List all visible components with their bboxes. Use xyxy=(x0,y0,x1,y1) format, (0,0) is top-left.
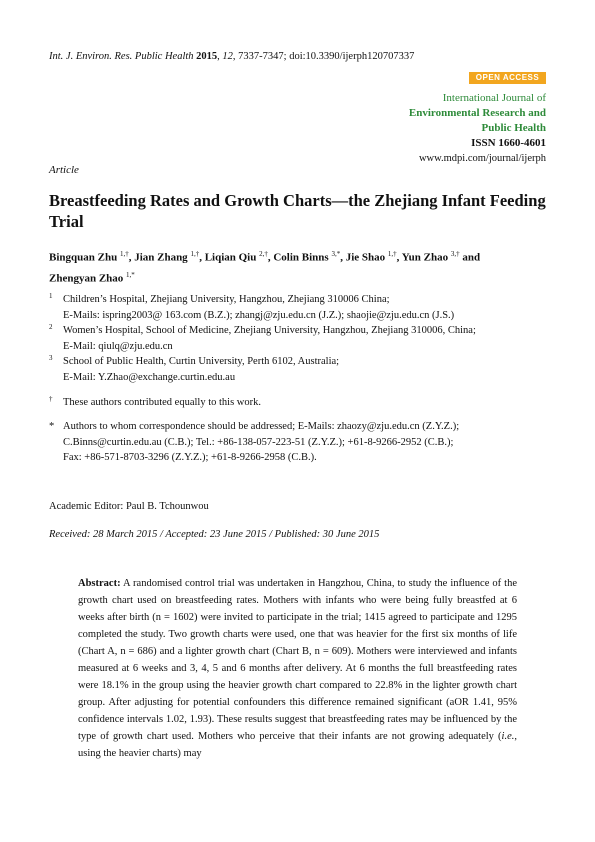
affiliation-email: E-Mail: Y.Zhao@exchange.curtin.edu.au xyxy=(63,371,236,383)
journal-name-line2: Environmental Research and xyxy=(408,107,546,119)
affiliation-line: Women’s Hospital, School of Medicine, Zhejiang University, Hangzhou, Zhejiang 310006, China; xyxy=(63,325,476,337)
author-name: Liqian Qiu xyxy=(204,251,257,264)
correspondence-note xyxy=(49,419,549,466)
dagger-marker: † xyxy=(49,394,53,403)
author-name: Zhengyan Zhao xyxy=(49,272,124,285)
author-name: Jie Shao xyxy=(345,251,386,264)
open-access-badge: OPEN ACCESS xyxy=(469,72,546,84)
author-name: Jian Zhang xyxy=(134,251,188,264)
correspondence-line: C.Binns@curtin.edu.au (C.B.); Tel.: +86-138-057-223-51 (Z.Y.Z.); +61-8-9266-2952 (C.B.); xyxy=(63,436,454,448)
abstract xyxy=(78,575,517,762)
author-sup: 1,† xyxy=(119,250,129,258)
affiliation-marker: 3 xyxy=(49,354,53,363)
correspondence-line: Fax: +86-571-8703-3296 (Z.Y.Z.); +61-8-9266-2958 (C.B.). xyxy=(63,452,317,464)
journal-name-line3: Public Health xyxy=(481,122,546,134)
citation-year: 2015 xyxy=(196,51,218,62)
citation-volume: 12 xyxy=(222,51,233,62)
author-name: Colin Binns xyxy=(273,251,329,264)
abstract-text: A randomised control trial was undertaken in Hangzhou, China, to study the influence of the growth chart used on breastfeeding rates. Mothers with infants who were being fully breastfed at 6 weeks after birth (n = 1602) were invited to participate in the trial; 1415 agreed to participate and 1295 completed the study. Two growth charts were used, one that was heavier for the first six months of life (Chart A, n = 686) and a lighter growth chart (Chart B, n = 609). Mothers were interviewed and infants measured at 6 weeks and 3, 4, 5 and 6 months after delivery. At 6 months the full breastfeeding rates were 18.1% in the group using the heavier growth chart compared to 22.8% in the lighter growth chart group. After adjusting for potential confounders this difference remained significant (aOR 1.41, 95% confidence intervals 1.02, 1.93). These results suggest that breastfeeding rates may be influenced by the type of growth chart used. Mothers who perceive that their infants are not growing adequately ( xyxy=(78,578,517,742)
citation-pages-doi: , 7337-7347; doi:10.3390/ijerph120707337 xyxy=(232,51,415,62)
journal-issn: ISSN 1660-4601 xyxy=(471,137,546,149)
paper-title: Breastfeeding Rates and Growth Charts—the Zhejiang Infant Feeding Trial xyxy=(49,191,546,231)
affiliation-email: E-Mails: ispring2003@ 163.com (B.Z.); zhangj@zju.edu.cn (J.Z.); shaojie@zju.edu.cn (J.S.) xyxy=(63,309,455,321)
affiliation-item xyxy=(49,292,549,323)
affiliation-line: Children’s Hospital, Zhejiang University, Hangzhou, Zhejiang 310006 China; xyxy=(63,294,390,305)
journal-abbrev: Int. J. Environ. Res. Public Health xyxy=(49,51,194,62)
abstract-text-end: , using the heavier charts) may xyxy=(78,731,517,759)
affiliation-marker: 1 xyxy=(49,292,53,300)
affiliation-marker: 2 xyxy=(49,323,53,332)
author-name: Bingquan Zhu xyxy=(49,251,118,264)
journal-masthead xyxy=(286,91,546,166)
abstract-label: Abstract: xyxy=(78,578,121,589)
journal-name-line1: International Journal of xyxy=(442,92,546,104)
affiliation-item xyxy=(49,354,549,385)
publication-dates: Received: 28 March 2015 / Accepted: 23 June 2015 / Published: 30 June 2015 xyxy=(49,529,380,540)
author-sup: 1,† xyxy=(387,250,397,258)
author-name: Yun Zhao xyxy=(401,251,449,264)
academic-editor: Academic Editor: Paul B. Tchounwou xyxy=(49,501,209,512)
affiliation-email: E-Mail: qiulq@zju.edu.cn xyxy=(63,340,173,352)
article-type: Article xyxy=(49,164,79,176)
asterisk-marker: * xyxy=(49,421,55,433)
author-sup: 3,* xyxy=(331,250,341,258)
dagger-note-text: These authors contributed equally to this work. xyxy=(63,396,261,408)
affiliation-item xyxy=(49,323,549,354)
dagger-note xyxy=(49,395,549,411)
correspondence-line: Authors to whom correspondence should be addressed; E-Mails: zhaozy@zju.edu.cn (Z.Y.Z.); xyxy=(63,421,460,433)
citation-line: Int. J. Environ. Res. Public Health 2015, 12, 7337-7347; doi:10.3390/ijerph120707337 xyxy=(49,51,415,62)
affiliations xyxy=(49,292,549,466)
author-list: Bingquan Zhu $^{1,\dagger}$, Jian Zhang $^{1,\dagger}$, Liqian Qiu $^{2,\dagger}$, Colin Binns $^{3,*}$, Jie Shao $^{1,\dagger}$, Yun Zhao $^{3,\dagger}$ and Zhengyan Zhao $^{1,*}$ xyxy=(49,250,481,285)
affiliation-line: School of Public Health, Curtin University, Perth 6102, Australia; xyxy=(63,356,340,368)
abstract-ie: i.e. xyxy=(501,731,515,742)
author-sup: 2,† xyxy=(259,250,268,258)
author-sup: 1,† xyxy=(190,250,200,258)
journal-url[interactable]: www.mdpi.com/journal/ijerph xyxy=(418,153,546,164)
author-sup: 3,† xyxy=(450,250,460,258)
author-sup: 1,* xyxy=(126,270,135,279)
